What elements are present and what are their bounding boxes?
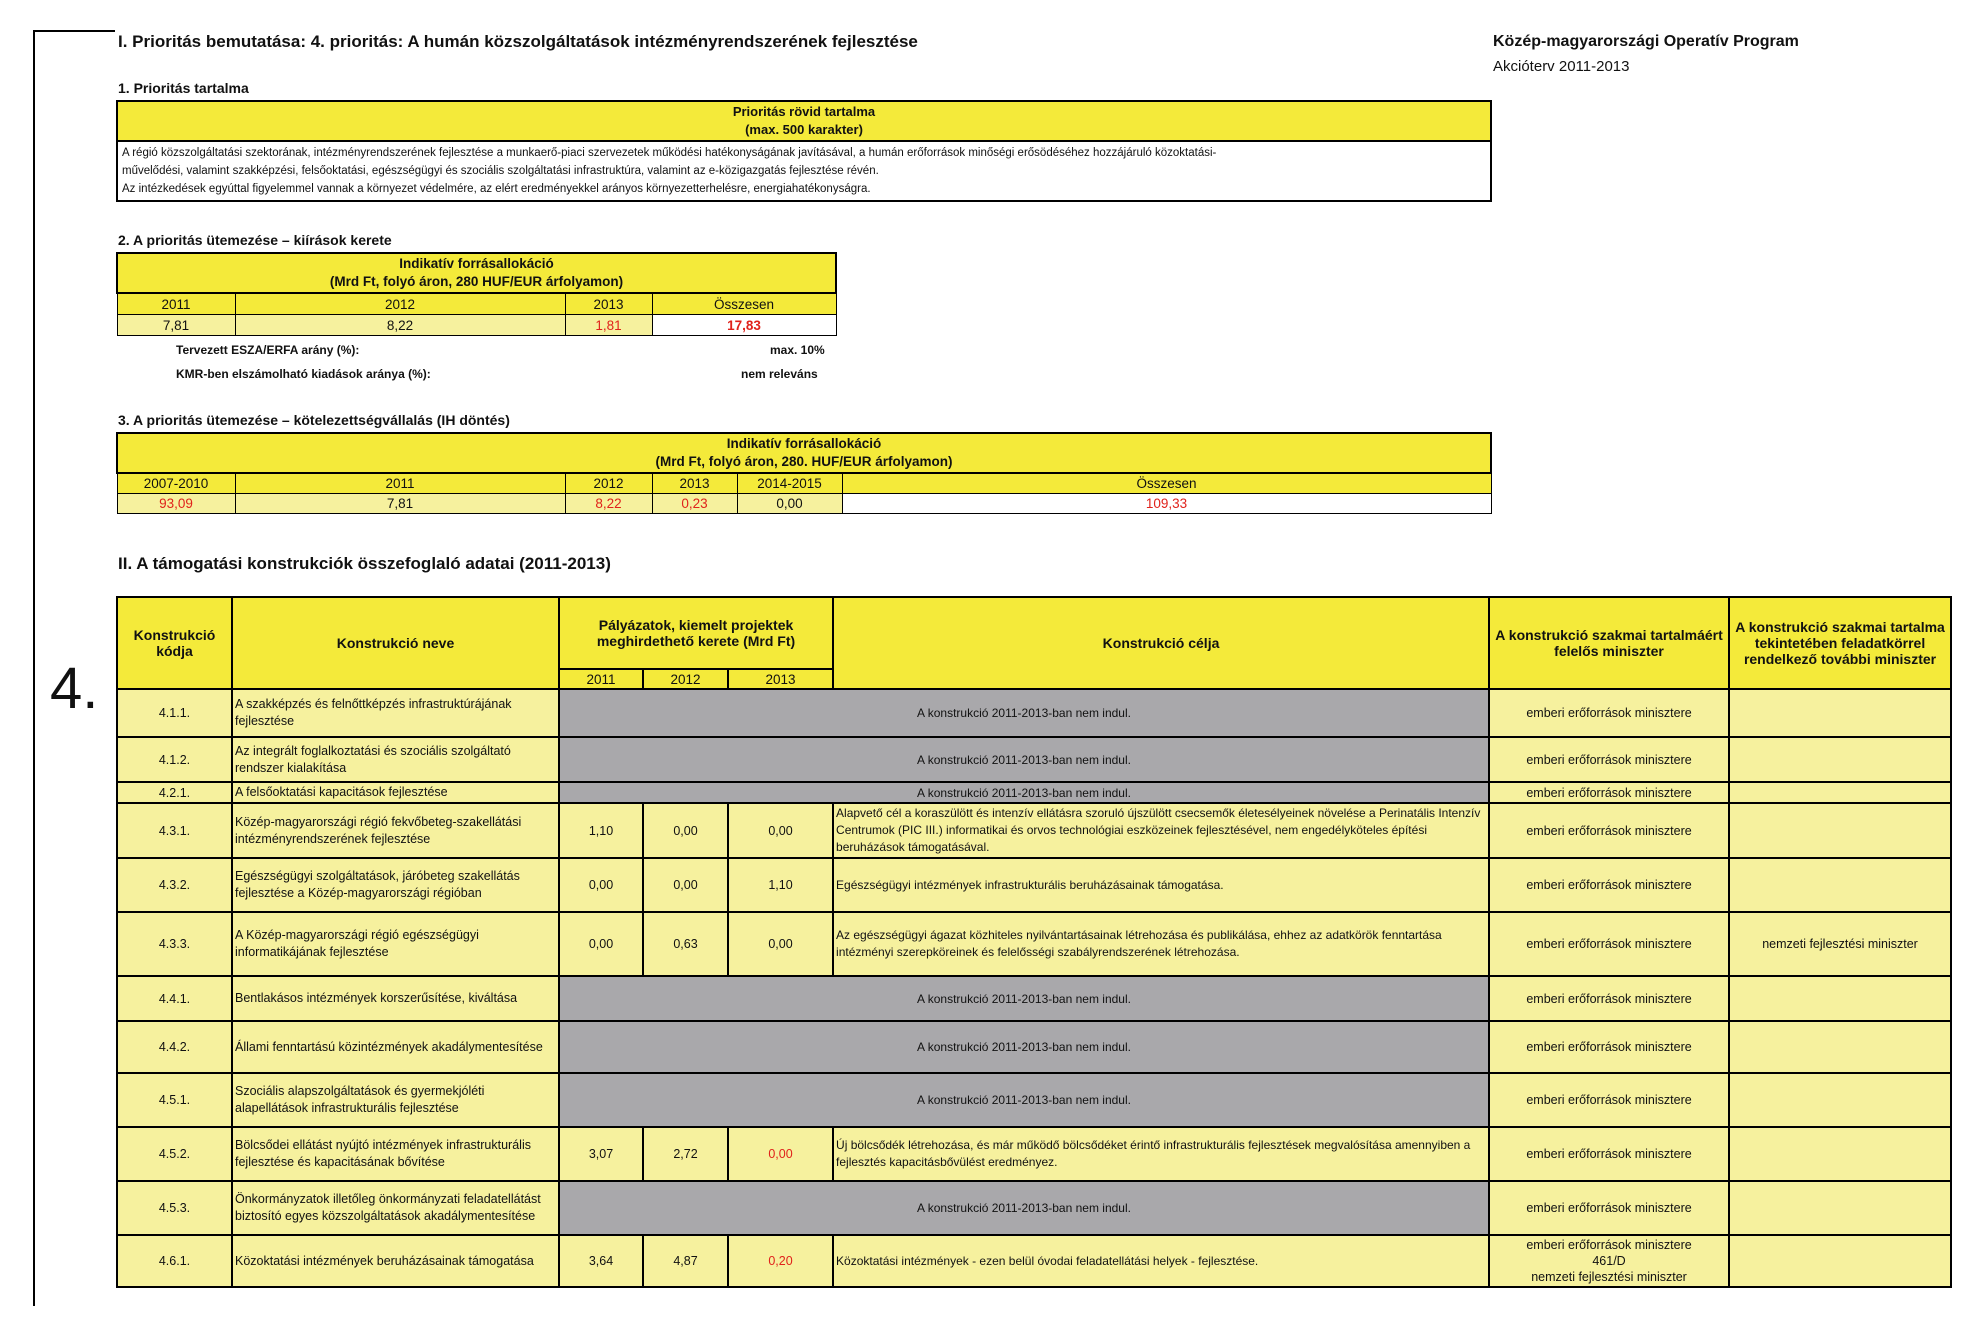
value-total: 17,83: [652, 315, 836, 336]
row-name: Az integrált foglalkoztatási és szociális szolgáltató rendszer kialakítása: [232, 737, 559, 782]
not-started-note: A konstrukció 2011-2013-ban nem indul.: [559, 689, 1489, 737]
section2-heading: 2. A prioritás ütemezése – kiírások kerete: [118, 232, 392, 248]
row-value-2011: 1,10: [559, 803, 643, 858]
section-ii-heading: II. A támogatási konstrukciók összefoglaló adatai (2011-2013): [118, 554, 611, 573]
allocation-title: Indikatív forrásallokáció (Mrd Ft, folyó áron, 280 HUF/EUR árfolyamon): [117, 253, 836, 293]
header-minister: A konstrukció szakmai tartalmáért felelős miniszter: [1489, 597, 1729, 689]
row-value-2012: 0,63: [643, 912, 728, 976]
value-2012: 8,22: [565, 494, 652, 514]
minister-line-3: nemzeti fejlesztési miniszter: [1531, 1270, 1687, 1284]
row-code: 4.5.1.: [117, 1073, 232, 1127]
minister-line-2: 461/D: [1592, 1254, 1626, 1268]
row-value-2012: 0,00: [643, 803, 728, 858]
row-value-2011: 0,00: [559, 912, 643, 976]
row-name: Közép-magyarországi régió fekvőbeteg-szakellátási intézményrendszerének fejlesztése: [232, 803, 559, 858]
row-goal: Alapvető cél a koraszülött és intenzív ellátásra szoruló újszülött csecsemők életesélyeinek növelése a Perinatális Intenzív Centrumok (PIC III.) informatikai és orvos technológiai eszközeinek fejlesztésével, nem engedélyköteles építési beruházások támogatásával.: [833, 803, 1489, 858]
not-started-note: A konstrukció 2011-2013-ban nem indul.: [559, 737, 1489, 782]
row-value-2013: 1,10: [728, 858, 833, 912]
row-name: Állami fenntartású közintézmények akadálymentesítése: [232, 1021, 559, 1073]
program-subtitle: Akcióterv 2011-2013: [1493, 58, 1630, 75]
row-code: 4.1.2.: [117, 737, 232, 782]
row-other-minister: [1729, 1127, 1951, 1181]
table-row: [117, 803, 1951, 858]
table-row: [117, 912, 1951, 976]
header-total: Összesen: [842, 473, 1491, 494]
table-row: [117, 1235, 1951, 1287]
table-row: [117, 689, 1951, 737]
row-code: 4.2.1.: [117, 782, 232, 803]
row-code: 4.3.2.: [117, 858, 232, 912]
row-name: Önkormányzatok illetőleg önkormányzati feladatellátást biztosító egyes közszolgáltatások akadálymentesítése: [232, 1181, 559, 1235]
row-name: Bölcsődei ellátást nyújtó intézmények infrastrukturális fejlesztése és kapacitásának bővítése: [232, 1127, 559, 1181]
row-other-minister: [1729, 689, 1951, 737]
priority-content-text: A régió közszolgáltatási szektorának, intézményrendszerének fejlesztése a munkaerő-piaci szervezetek működési hatékonyságának javításával, a humán erőforrások minőségi erősödéséhez hozzájáruló közoktatási- művelődési, valamint szakképzési, felsőoktatási, egészségügyi és szociális szolgáltatási infrastruktúra, valamint az e-közigazgatás fejlesztése révén. Az intézkedések egyúttal figyelemmel vannak a környezet védelmére, az elért eredményekkel arányos környezetterhelésre, energiahatékonyságra.: [117, 141, 1491, 201]
not-started-note: A konstrukció 2011-2013-ban nem indul.: [559, 1021, 1489, 1073]
value-2013: 0,23: [652, 494, 737, 514]
row-name: Egészségügyi szolgáltatások, járóbeteg szakellátás fejlesztése a Közép-magyarországi régióban: [232, 858, 559, 912]
row-code: 4.1.1.: [117, 689, 232, 737]
table-row: [117, 737, 1951, 782]
row-code: 4.5.2.: [117, 1127, 232, 1181]
row-other-minister: [1729, 976, 1951, 1021]
not-started-note: A konstrukció 2011-2013-ban nem indul.: [559, 1181, 1489, 1235]
header-2013: 2013: [652, 473, 737, 494]
header-2012: 2012: [235, 293, 565, 315]
row-other-minister: [1729, 1235, 1951, 1287]
row-other-minister: [1729, 1021, 1951, 1073]
allocation-table-commitments: [116, 432, 1492, 514]
header-code: Konstrukció kódja: [117, 597, 232, 689]
row-code: 4.3.3.: [117, 912, 232, 976]
row-goal: Új bölcsődék létrehozása, és már működő bölcsődéket érintő infrastrukturális fejlesztések megvalósítása amennyiben a fejlesztés kapacitásbővülést eredményez.: [833, 1127, 1489, 1181]
row-minister: emberi erőforrások minisztere: [1489, 782, 1729, 803]
table-row: [117, 782, 1951, 803]
table-row: [117, 1181, 1951, 1235]
row-minister: emberi erőforrások minisztere: [1489, 858, 1729, 912]
row-code: 4.4.1.: [117, 976, 232, 1021]
priority-number: 4.: [50, 656, 99, 721]
row-code: 4.3.1.: [117, 803, 232, 858]
kmr-label: KMR-ben elszámolható kiadások aránya (%):: [176, 367, 431, 381]
row-goal: Közoktatási intézmények - ezen belül óvodai feladatellátási helyek - fejlesztése.: [833, 1235, 1489, 1287]
row-minister: emberi erőforrások minisztere: [1489, 912, 1729, 976]
row-minister: emberi erőforrások minisztere: [1489, 1127, 1729, 1181]
row-name: Közoktatási intézmények beruházásainak támogatása: [232, 1235, 559, 1287]
row-minister: emberi erőforrások minisztere: [1489, 1021, 1729, 1073]
row-name: A szakképzés és felnőttképzés infrastruktúrájának fejlesztése: [232, 689, 559, 737]
row-value-2011: 3,64: [559, 1235, 643, 1287]
table-row: [117, 1021, 1951, 1073]
esza-value: max. 10%: [770, 343, 825, 357]
row-minister: emberi erőforrások minisztere: [1489, 1073, 1729, 1127]
header-year-2011: 2011: [559, 669, 643, 689]
row-goal: Egészségügyi intézmények infrastrukturális beruházásainak támogatása.: [833, 858, 1489, 912]
row-code: 4.6.1.: [117, 1235, 232, 1287]
row-minister: emberi erőforrások minisztere: [1489, 803, 1729, 858]
header-budget: Pályázatok, kiemelt projektek meghirdethető kerete (Mrd Ft): [559, 597, 833, 669]
table-row: [117, 858, 1951, 912]
header-year-2013: 2013: [728, 669, 833, 689]
row-value-2012: 4,87: [643, 1235, 728, 1287]
section1-heading: 1. Prioritás tartalma: [118, 80, 249, 96]
header-name: Konstrukció neve: [232, 597, 559, 689]
row-value-2013: 0,00: [728, 803, 833, 858]
row-value-2011: 3,07: [559, 1127, 643, 1181]
not-started-note: A konstrukció 2011-2013-ban nem indul.: [559, 782, 1489, 803]
section3-heading: 3. A prioritás ütemezése – kötelezettségvállalás (IH döntés): [118, 412, 510, 428]
header-2011: 2011: [117, 293, 235, 315]
value-2011: 7,81: [117, 315, 235, 336]
header-2014-2015: 2014-2015: [737, 473, 842, 494]
esza-label: Tervezett ESZA/ERFA arány (%):: [176, 343, 360, 357]
value-2014-2015: 0,00: [737, 494, 842, 514]
row-value-2012: 2,72: [643, 1127, 728, 1181]
row-other-minister: [1729, 737, 1951, 782]
row-other-minister: [1729, 858, 1951, 912]
not-started-note: A konstrukció 2011-2013-ban nem indul.: [559, 1073, 1489, 1127]
section-bracket-top: [33, 30, 115, 32]
row-other-minister: [1729, 782, 1951, 803]
table-row: [117, 1127, 1951, 1181]
row-minister: emberi erőforrások minisztere: [1489, 689, 1729, 737]
row-minister: emberi erőforrások minisztere: [1489, 737, 1729, 782]
table-row: [117, 1073, 1951, 1127]
value-2012: 8,22: [235, 315, 565, 336]
constructions-table: [116, 596, 1952, 1288]
value-2013: 1,81: [565, 315, 652, 336]
row-name: Szociális alapszolgáltatások és gyermekjóléti alapellátások infrastrukturális fejlesztése: [232, 1073, 559, 1127]
row-code: 4.5.3.: [117, 1181, 232, 1235]
row-minister: emberi erőforrások minisztere: [1489, 976, 1729, 1021]
header-2007-2010: 2007-2010: [117, 473, 235, 494]
value-2007-2010: 93,09: [117, 494, 235, 514]
program-name: Közép-magyarországi Operatív Program: [1493, 33, 1799, 50]
not-started-note: A konstrukció 2011-2013-ban nem indul.: [559, 976, 1489, 1021]
row-value-2013: 0,00: [728, 1127, 833, 1181]
row-code: 4.4.2.: [117, 1021, 232, 1073]
header-2013: 2013: [565, 293, 652, 315]
row-other-minister: [1729, 1181, 1951, 1235]
header-other-minister: A konstrukció szakmai tartalma tekintetében feladatkörrel rendelkező további miniszter: [1729, 597, 1951, 689]
minister-line-1: emberi erőforrások minisztere: [1526, 1238, 1692, 1252]
row-value-2013: 0,00: [728, 912, 833, 976]
row-other-minister: nemzeti fejlesztési miniszter: [1729, 912, 1951, 976]
row-value-2013: 0,20: [728, 1235, 833, 1287]
value-total: 109,33: [842, 494, 1491, 514]
value-2011: 7,81: [235, 494, 565, 514]
row-other-minister: [1729, 1073, 1951, 1127]
priority-content-table: [116, 100, 1492, 202]
row-name: A Közép-magyarországi régió egészségügyi informatikájának fejlesztése: [232, 912, 559, 976]
header-year-2012: 2012: [643, 669, 728, 689]
row-other-minister: [1729, 803, 1951, 858]
row-name: Bentlakásos intézmények korszerűsítése, kiváltása: [232, 976, 559, 1021]
header-total: Összesen: [652, 293, 836, 315]
row-value-2012: 0,00: [643, 858, 728, 912]
section-bracket-left: [33, 30, 35, 1306]
header-2012: 2012: [565, 473, 652, 494]
header-goal: Konstrukció célja: [833, 597, 1489, 689]
header-2011: 2011: [235, 473, 565, 494]
allocation-table-calls: [116, 252, 837, 336]
priority-content-title: Prioritás rövid tartalma (max. 500 karakter): [117, 101, 1491, 141]
commitment-title: Indikatív forrásallokáció (Mrd Ft, folyó áron, 280. HUF/EUR árfolyamon): [117, 433, 1491, 473]
kmr-value: nem releváns: [741, 367, 818, 381]
row-goal: Az egészségügyi ágazat közhiteles nyilvántartásainak létrehozása és publikálása, ehhez az adatkörök fenntartása intézményi szerepköreinek és felelősségi szabályrendszerének létrehozása.: [833, 912, 1489, 976]
row-minister: emberi erőforrások minisztere: [1489, 1181, 1729, 1235]
row-minister: [1489, 1235, 1729, 1287]
row-name: A felsőoktatási kapacitások fejlesztése: [232, 782, 559, 803]
table-row: [117, 976, 1951, 1021]
row-value-2011: 0,00: [559, 858, 643, 912]
page-title: I. Prioritás bemutatása: 4. prioritás: A humán közszolgáltatások intézményrendszerének fejlesztése: [118, 32, 918, 51]
